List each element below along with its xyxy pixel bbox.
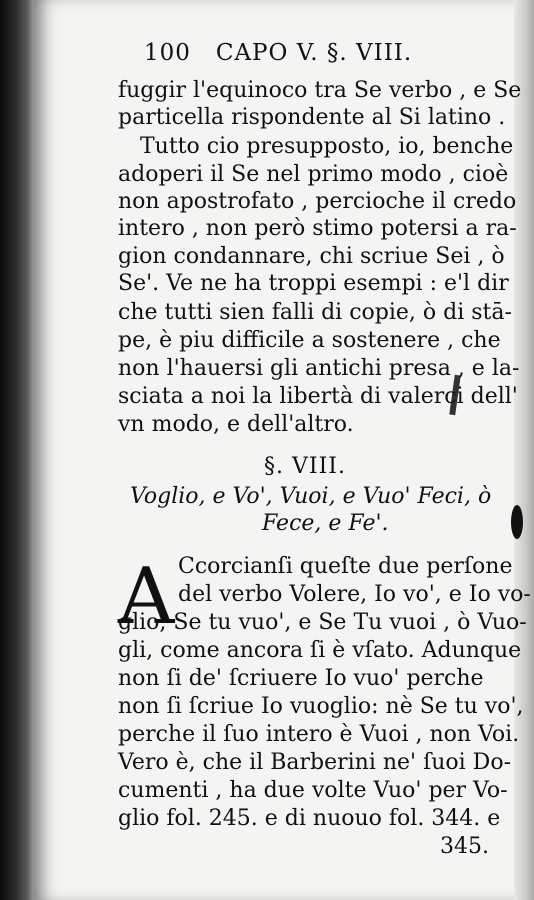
section-subtitle: Voglio, e Vo', Vuoi, e Vuo' Feci, ò — [130, 484, 492, 509]
text-line: pe, è piu difficile a sostenere , che — [118, 328, 501, 353]
section-heading: §. VIII. — [264, 454, 346, 479]
text-line: non l'hauersi gli antichi presa , e la- — [118, 356, 520, 381]
section-subtitle: Fece, e Fe'. — [262, 511, 389, 536]
ink-blot — [511, 505, 523, 539]
text-line: Se'. Ve ne ha troppi esempi : e'l dir — [118, 271, 509, 296]
text-line: glio fol. 245. e di nuouo fol. 344. e — [118, 806, 501, 831]
text-line: Vero è, che il Barberini ne' ſuoi Do- — [118, 750, 512, 775]
text-line: 345. — [440, 834, 489, 859]
text-line: del verbo Volere, Io vo', e Io vo- — [178, 582, 531, 607]
running-head — [144, 42, 412, 65]
text-line: Ccorcianſi queſte due perſone — [178, 554, 513, 579]
text-line: cumenti , ha due volte Vuo' per Vo- — [118, 778, 508, 803]
text-line: particella rispondente al Si latino . — [118, 105, 506, 130]
text-line: non ſi ſcriue Io vuoglio: nè Se tu vo', — [118, 694, 524, 719]
text-line: sciata a noi la libertà di valerci dell' — [118, 384, 518, 409]
page-edge — [514, 0, 534, 900]
text-line: adoperi il Se nel primo modo , cioè — [118, 162, 509, 187]
page-number: 100 — [144, 40, 191, 66]
text-line: che tutti sien falli di copie, ò di stā- — [118, 300, 512, 325]
text-line: glio, Se tu vuo', e Se Tu vuoi , ò Vuo- — [118, 610, 527, 635]
text-line: non ſi de' ſcriuere Io vuo' perche — [118, 666, 484, 691]
text-line: gion condannare, chi scriue Sei , ò — [118, 244, 505, 269]
text-line: non apostrofato , percioche il credo — [118, 189, 517, 214]
text-line: Tutto cio presupposto, io, benche — [140, 134, 514, 159]
text-line: gli, come ancora ſi è vſato. Adunque — [118, 638, 522, 663]
text-line: vn modo, e dell'altro. — [118, 412, 354, 437]
chapter-title: CAPO V. §. VIII. — [215, 40, 413, 66]
drop-cap: A — [118, 552, 175, 642]
book-binding — [0, 0, 34, 900]
text-line: fuggir l'equinoco tra Se verbo , e Se — [118, 78, 522, 103]
text-line: intero , non però stimo potersi a ra- — [118, 216, 517, 241]
text-line: perche il ſuo intero è Vuoi , non Voi. — [118, 722, 520, 747]
